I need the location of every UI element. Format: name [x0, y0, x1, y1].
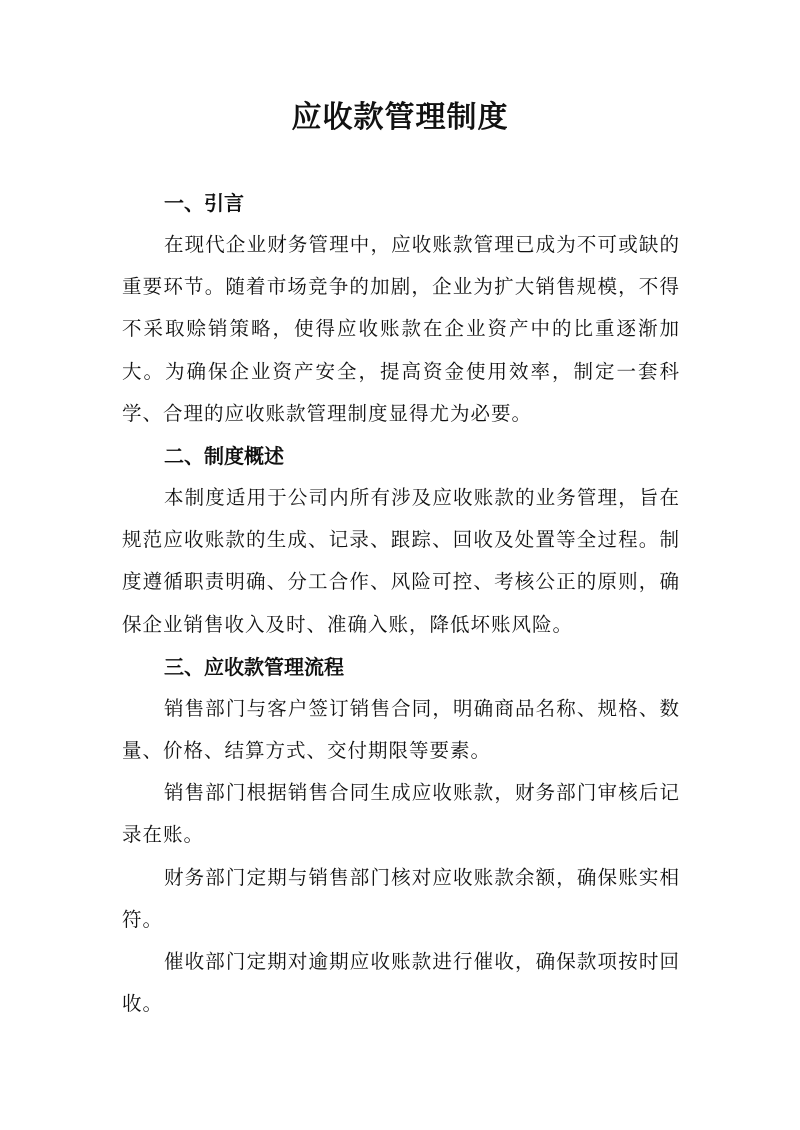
page-title: 应收款管理制度: [291, 100, 509, 135]
document-body: [122, 182, 680, 1025]
overview-paragraph: 本制度适用于公司内所有涉及应收账款的业务管理，旨在规范应收账款的生成、记录、跟踪、回收及处置等全过程。制度遵循职责明确、分工合作、风险可控、考核公正的原则，确保企业销售收入及时、准确入账，降低坏账风险。: [122, 486, 680, 636]
section-heading-introduction: 一、引言: [164, 191, 244, 215]
process-step-contract: 销售部门与客户签订销售合同，明确商品名称、规格、数量、价格、结算方式、交付期限等要素。: [122, 696, 680, 763]
introduction-paragraph: 在现代企业财务管理中，应收账款管理已成为不可或缺的重要环节。随着市场竞争的加剧，企业为扩大销售规模，不得不采取赊销策略，使得应收账款在企业资产中的比重逐渐加大。为确保企业资产安全，提高资金使用效率，制定一套科学、合理的应收账款管理制度显得尤为必要。: [122, 233, 680, 425]
process-step-reconcile: 财务部门定期与销售部门核对应收账款余额，确保账实相符。: [122, 865, 680, 931]
process-step-collection: 催收部门定期对逾期应收账款进行催收，确保款项按时回收。: [122, 950, 680, 1016]
section-heading-overview: 二、制度概述: [164, 444, 284, 469]
process-step-generate-receivable: 销售部门根据销售合同生成应收账款，财务部门审核后记录在账。: [122, 781, 680, 847]
section-heading-process: 三、应收款管理流程: [164, 654, 344, 679]
